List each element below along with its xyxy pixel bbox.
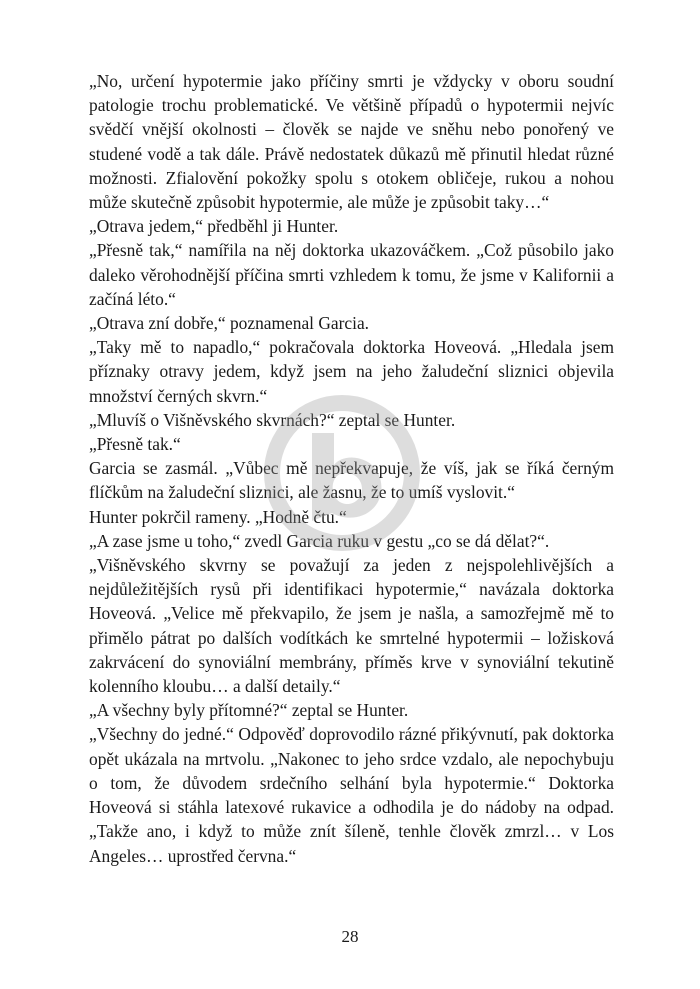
paragraph: „Otrava jedem,“ předběhl ji Hunter. — [89, 216, 339, 237]
paragraph: Hunter pokrčil rameny. „Hodně čtu.“ — [89, 506, 347, 527]
paragraph: „No, určení hypotermie jako příčiny smrti je vždycky v oboru soudní patologie trochu problematické. Ve většině případů o hypotermii nejvíc svědčí vnější okolnosti – člověk se najde ve sněhu nebo ponořený ve studené vodě a tak dále. Právě nedostatek důkazů mě přinutil hledat různé možnosti. Zfialovění pokožky spolu s otokem obličeje, rukou a nohou může skutečně způsobit hypotermie, ale může je způsobit taky…“ — [89, 71, 614, 213]
paragraph: „Všechny do jedné.“ Odpověď doprovodilo rázné přikývnutí, pak doktorka opět ukázala na mrtvolu. „Nakonec to jeho srdce vzdalo, ale nepochybuju o tom, že důvodem srdečního selhání byla hypotermie.“ Doktorka Hoveová si stáhla latexové rukavice a odhodila je do nádoby na odpad. „Takže ano, i když to může znít šíleně, tenhle člověk zmrzl… v Los Angeles… uprostřed června.“ — [89, 724, 614, 866]
paragraph: „Višněvského skvrny se považují za jeden z nejspolehlivějších a nejdůležitějších rysů při identifikaci hypotermie,“ navázala doktorka Hoveová. „Velice mě překvapilo, že jsem je našla, a samozřejmě mě to přimělo pátrat po dalších vodítkách ke smrtelné hypotermii – ložisková zakrvácení do synoviální membrány, příměs krve v synoviální tekutině kolenního kloubu… a další detaily.“ — [89, 555, 614, 697]
page-number: 28 — [341, 927, 359, 946]
paragraph: „Přesně tak.“ — [89, 434, 181, 455]
paragraph: Garcia se zasmál. „Vůbec mě nepřekvapuje, že víš, jak se říká černým flíčkům na žaludeční sliznici, ale žasnu, že to umíš vyslovit.“ — [89, 458, 614, 503]
paragraph: „A zase jsme u toho,“ zvedl Garcia ruku v gestu „co se dá dělat?“. — [89, 530, 550, 551]
paragraph: „Přesně tak,“ namířila na něj doktorka ukazováčkem. „Což působilo jako daleko věrohodnější příčina smrti vzhledem k tomu, že jsme v Kalifornii a začíná léto.“ — [89, 240, 614, 309]
paragraph: „Mluvíš o Višněvského skvrnách?“ zeptal se Hunter. — [89, 409, 456, 430]
paragraph: „Taky mě to napadlo,“ pokračovala doktorka Hoveová. „Hledala jsem příznaky otravy jedem, když jsem na jeho žaludeční sliznici objevila množství černých skvrn.“ — [89, 337, 614, 406]
paragraph: „A všechny byly přítomné?“ zeptal se Hunter. — [89, 700, 409, 721]
paragraph: „Otrava zní dobře,“ poznamenal Garcia. — [89, 313, 370, 334]
body-text — [89, 69, 614, 868]
